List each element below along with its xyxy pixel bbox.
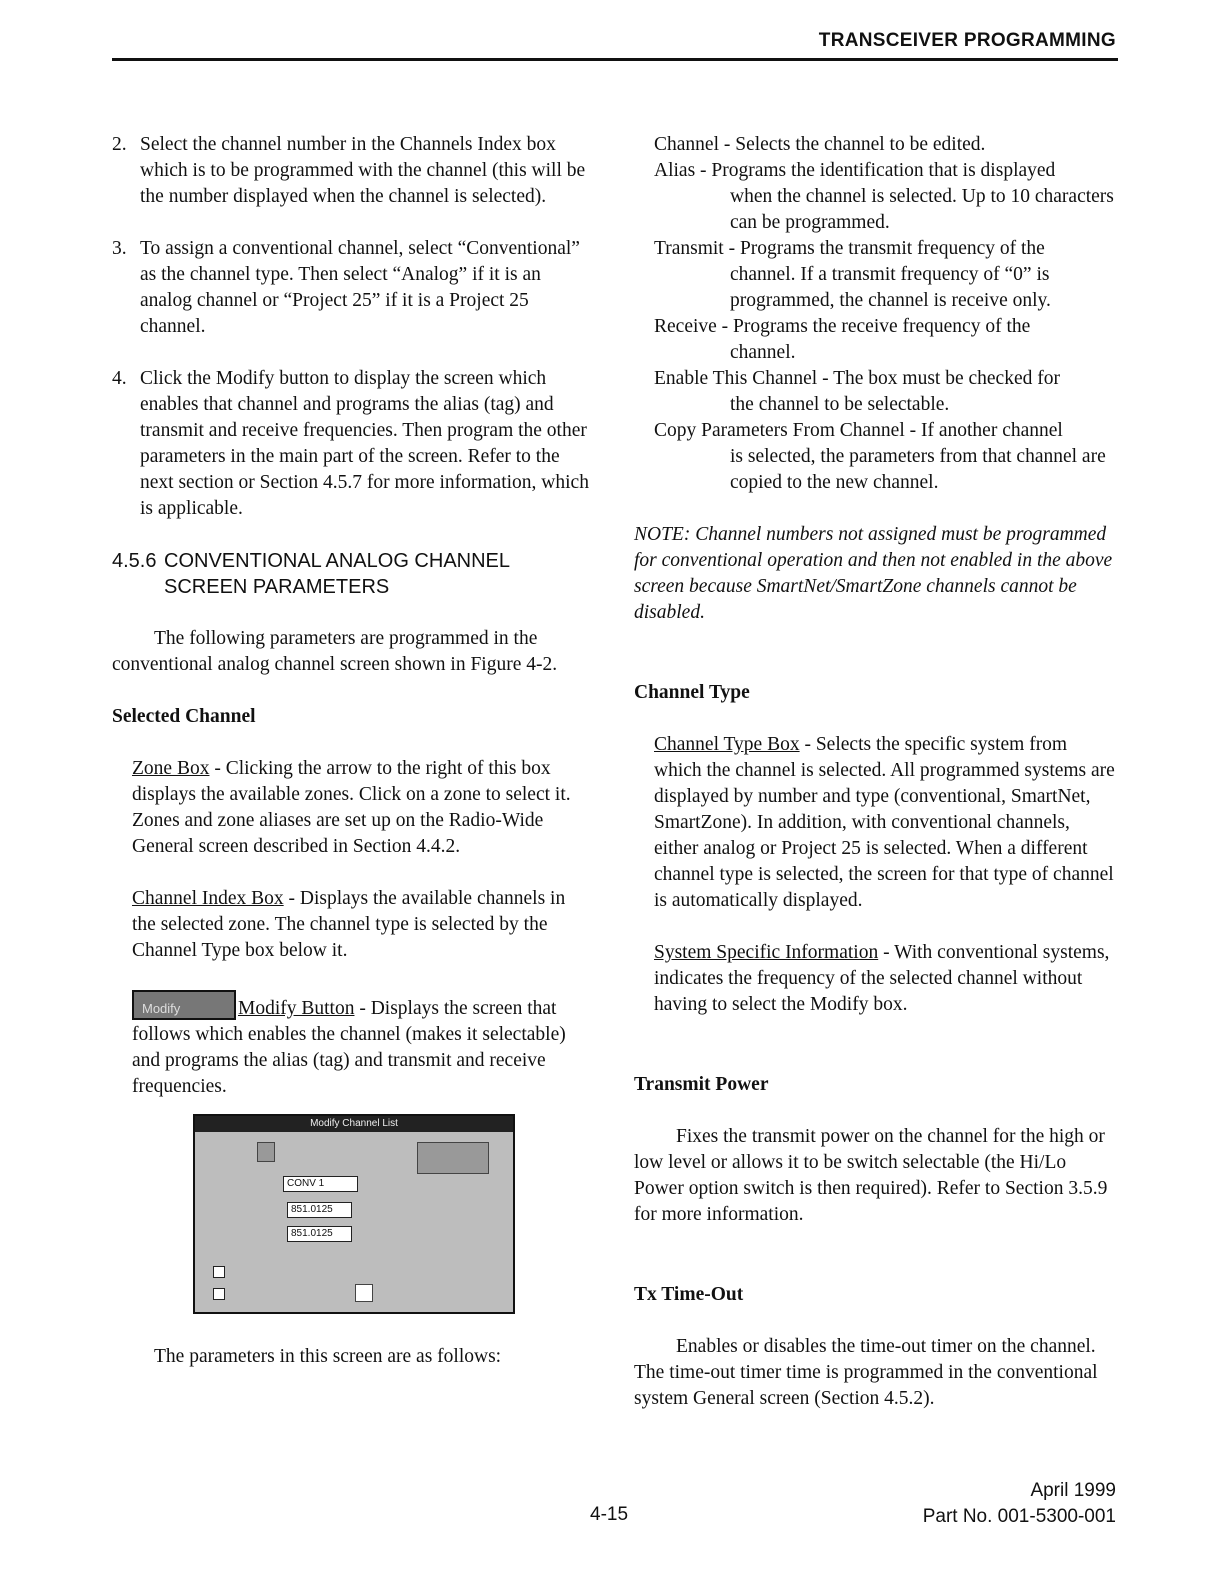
note: NOTE: Channel numbers not assigned must be programmed for conventional operation and then not enabled in the above screen because SmartNet/SmartZone channels cannot be disabled.	[634, 524, 1113, 623]
channel-index-term: Channel Index Box	[132, 888, 284, 909]
parameter-definitions	[654, 132, 1118, 496]
step-4	[112, 366, 590, 522]
param-text: Copy Parameters From Channel - If another channel	[654, 420, 1063, 441]
transmit-power-text: Fixes the transmit power on the channel for the high or low level or allows it to be switch selectable (the Hi/Lo Power option switch is then required). Refer to Section 3.5.9 for more information.	[634, 1126, 1108, 1225]
step-number: 2.	[112, 134, 127, 155]
receive-field: 851.0125	[287, 1226, 352, 1242]
param-continuation: when the channel is selected. Up to 10 characters can be programmed.	[730, 186, 1114, 233]
copy-parameters-checkbox	[213, 1288, 225, 1300]
section-title-line-1: CONVENTIONAL ANALOG CHANNEL	[164, 550, 511, 572]
modify-button-image	[132, 990, 236, 1020]
step-text: To assign a conventional channel, select “Conventional” as the channel type. Then select “Analog” if it is an analog channel or “Project 25” if it is a Project 25 channel.	[140, 238, 580, 337]
channel-type-heading: Channel Type	[634, 682, 750, 703]
param-continuation: the channel to be selectable.	[730, 394, 950, 415]
param-text: Receive - Programs the receive frequency of the	[654, 316, 1031, 337]
zone-box-term: Zone Box	[132, 758, 210, 779]
footer-date: April 1999	[1030, 1480, 1116, 1501]
step-text: Select the channel number in the Channels Index box which is to be programmed with the channel (this will be the number displayed when the channel is selected).	[140, 134, 586, 207]
step-number: 4.	[112, 368, 127, 389]
alias-field: CONV 1	[283, 1176, 358, 1192]
channel-param	[654, 132, 1118, 158]
screenshot-caption: The parameters in this screen are as follows:	[154, 1346, 502, 1367]
channel-index-text: - Displays the available channels in the selected zone. The channel type is selected by the Channel Type box below it.	[132, 888, 566, 961]
transmit-param	[654, 236, 1118, 314]
step-number: 3.	[112, 238, 127, 259]
param-text: Enable This Channel - The box must be checked for	[654, 368, 1060, 389]
step-3	[112, 236, 590, 340]
footer-part-number: Part No. 001-5300-001	[922, 1506, 1116, 1527]
header-title: TRANSCEIVER PROGRAMMING	[818, 30, 1116, 51]
page-header	[112, 30, 1118, 61]
modify-button-definition	[132, 990, 590, 1100]
section-heading	[112, 548, 590, 600]
selected-channel-heading: Selected Channel	[112, 706, 256, 727]
copy-parameters-param	[654, 418, 1118, 496]
param-continuation: channel. If a transmit frequency of “0” is programmed, the channel is receive only.	[730, 264, 1051, 311]
copy-channel-selector	[355, 1284, 373, 1302]
tx-timeout-heading: Tx Time-Out	[634, 1284, 744, 1305]
param-continuation: channel.	[730, 342, 796, 363]
param-text: Alias - Programs the identification that is displayed	[654, 160, 1056, 181]
zone-box-definition	[132, 756, 590, 860]
modify-button-image-label: Modify	[142, 1001, 181, 1016]
system-specific-info-text: - With conventional systems, indicates the frequency of the selected channel without having to select the Modify box.	[654, 942, 1110, 1015]
system-specific-info-term: System Specific Information	[654, 942, 879, 963]
section-title-line-2: SCREEN PARAMETERS	[164, 576, 390, 598]
zone-box-text: - Clicking the arrow to the right of this box displays the available zones. Click on a zone to select it. Zones and zone aliases are set up on the Radio-Wide General screen described in Section 4.4.2.	[132, 758, 571, 857]
section-number: 4.5.6	[112, 550, 157, 572]
transmit-power-heading: Transmit Power	[634, 1074, 769, 1095]
header-rule	[112, 58, 1118, 61]
modify-channel-screenshot	[193, 1114, 515, 1314]
alias-param	[654, 158, 1118, 236]
channel-spinner	[257, 1142, 275, 1162]
channel-type-box-definition	[654, 732, 1118, 914]
screenshot-button	[417, 1142, 489, 1174]
param-continuation: is selected, the parameters from that channel are copied to the new channel.	[730, 446, 1106, 493]
channel-type-box-text: - Selects the specific system from which the channel is selected. All programmed systems are displayed by number and type (conventional, SmartNet, SmartZone). In addition, with conventional channels, either analog or Project 25 is selected. When a different channel type is selected, the screen for that type of channel is automatically displayed.	[654, 734, 1115, 911]
tx-timeout-text: Enables or disables the time-out timer on the channel. The time-out timer time is programmed in the conventional system General screen (Section 4.5.2).	[634, 1336, 1098, 1409]
modify-button-text: - Displays the screen that follows which enables the channel (makes it selectable) and programs the alias (tag) and transmit and receive frequencies.	[132, 998, 566, 1097]
footer-info	[923, 1478, 1116, 1530]
enable-channel-checkbox	[213, 1266, 225, 1278]
section-intro: The following parameters are programmed in the conventional analog channel screen shown in Figure 4-2.	[112, 628, 558, 675]
receive-param	[654, 314, 1118, 366]
param-text: Channel - Selects the channel to be edited.	[654, 134, 986, 155]
channel-type-box-term: Channel Type Box	[654, 734, 800, 755]
right-column	[634, 132, 1118, 1438]
page-number: 4-15	[590, 1504, 629, 1525]
param-text: Transmit - Programs the transmit frequency of the	[654, 238, 1045, 259]
transmit-field: 851.0125	[287, 1202, 352, 1218]
enable-channel-param	[654, 366, 1118, 418]
modify-button-term: Modify Button	[238, 998, 355, 1019]
channel-index-definition	[132, 886, 590, 964]
step-text: Click the Modify button to display the screen which enables that channel and programs the alias (tag) and transmit and receive frequencies. Then program the other parameters in the main part of the screen. Refer to the next section or Section 4.5.7 for more information, which is applicable.	[140, 368, 589, 519]
left-column	[112, 132, 590, 1390]
step-2	[112, 132, 590, 210]
screenshot-title-bar: Modify Channel List	[195, 1116, 513, 1132]
system-specific-info-definition	[654, 940, 1118, 1018]
